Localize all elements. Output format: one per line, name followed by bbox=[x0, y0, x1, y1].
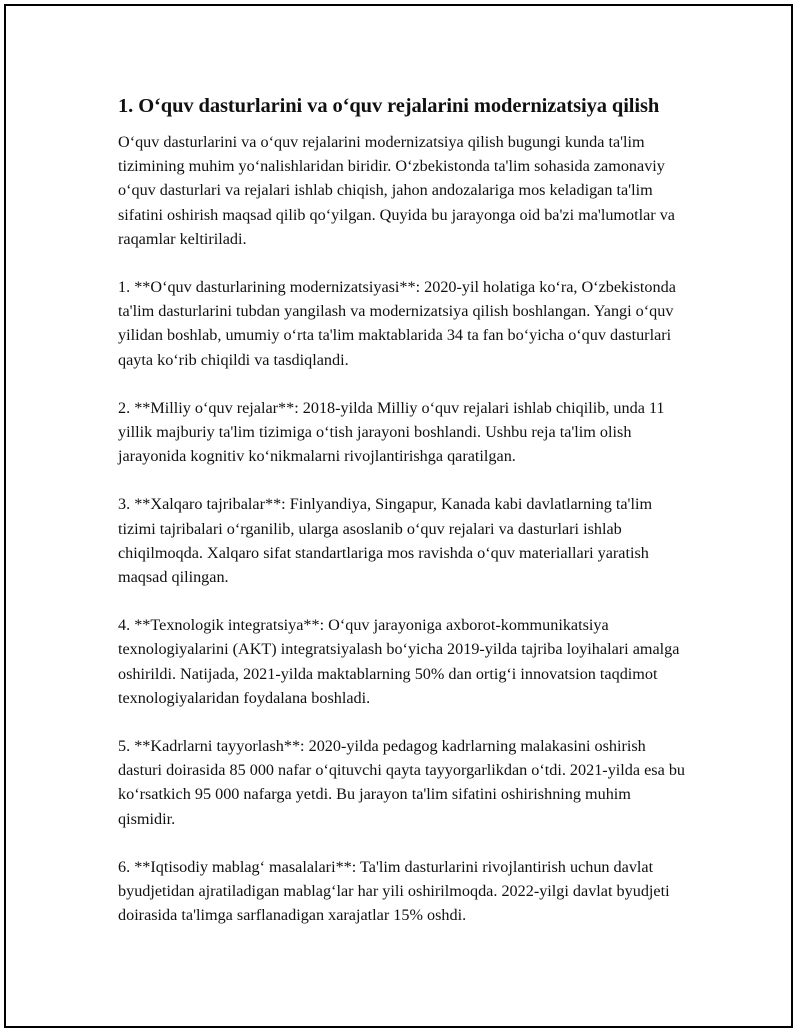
section-title: 1. O‘quv dasturlarini va o‘quv rejalarini modernizatsiya qilish bbox=[118, 95, 660, 117]
list-item-curriculum-modernization: 1. **O‘quv dasturlarining modernizatsiyasi**: 2020-yil holatiga ko‘ra, O‘zbekistonda ta'lim dasturlarini tubdan yangilash va modernizatsiya qilish boshlangan. Yangi o‘quv yilidan boshlab, umumiy o‘rta ta'lim maktablarida 34 ta fan bo‘yicha o‘quv dasturlari qayta ko‘rib chiqildi va tasdiqlandi. bbox=[118, 278, 676, 369]
intro-paragraph: O‘quv dasturlarini va o‘quv rejalarini modernizatsiya qilish bugungi kunda ta'lim tizimining muhim yo‘nalishlaridan biridir. O‘zbekistonda ta'lim sohasida zamonaviy o‘quv dasturlari va rejalari ishlab chiqish, jahon andozalariga mos keladigan ta'lim sifatini oshirish maqsad qilib qo‘yilgan. Quyida bu jarayonga oid ba'zi ma'lumotlar va raqamlar keltiriladi. bbox=[118, 133, 675, 248]
list-item-technology-integration: 4. **Texnologik integratsiya**: O‘quv jarayoniga axborot-kommunikatsiya texnologiyalarini (AKT) integratsiyalash bo‘yicha 2019-yilda tajriba loyihalari amalga oshirildi. Natijada, 2021-yilda maktablarning 50% dan ortig‘i innovatsion taqdimot texnologiyalaridan foydalana boshladi. bbox=[118, 616, 680, 707]
list-item-national-plans: 2. **Milliy o‘quv rejalar**: 2018-yilda Milliy o‘quv rejalari ishlab chiqilib, unda 11 yillik majburiy ta'lim tizimiga o‘tish jarayoni boshlandi. Ushbu reja ta'lim olish jarayonida kognitiv ko‘nikmalarni rivojlantirishga qaratilgan. bbox=[118, 398, 665, 466]
list-item-international-experience: 3. **Xalqaro tajribalar**: Finlyandiya, Singapur, Kanada kabi davlatlarning ta'lim tizimi tajribalari o‘rganilib, ularga asoslanib o‘quv rejalari va dasturlari ishlab chiqilmoqda. Xalqaro sifat standartlariga mos ravishda o‘quv materiallari yaratish maqsad qilingan. bbox=[118, 495, 653, 587]
document-body bbox=[118, 92, 690, 927]
list-item-economic-funding: 6. **Iqtisodiy mablag‘ masalalari**: Ta'lim dasturlarini rivojlantirish uchun davlat byudjetidan ajratiladigan mablag‘lar har yili oshirilmoqda. 2022-yilgi davlat byudjeti doirasida ta'limga sarflanadigan xarajatlar 15% oshdi. bbox=[118, 857, 670, 925]
list-item-staff-training: 5. **Kadrlarni tayyorlash**: 2020-yilda pedagog kadrlarning malakasini oshirish dasturi doirasida 85 000 nafar o‘qituvchi qayta tayyorgarlikdan o‘tdi. 2021-yilda esa bu ko‘rsatkich 95 000 nafarga yetdi. Bu jarayon ta'lim sifatini oshirishning muhim qismidir. bbox=[118, 737, 686, 828]
